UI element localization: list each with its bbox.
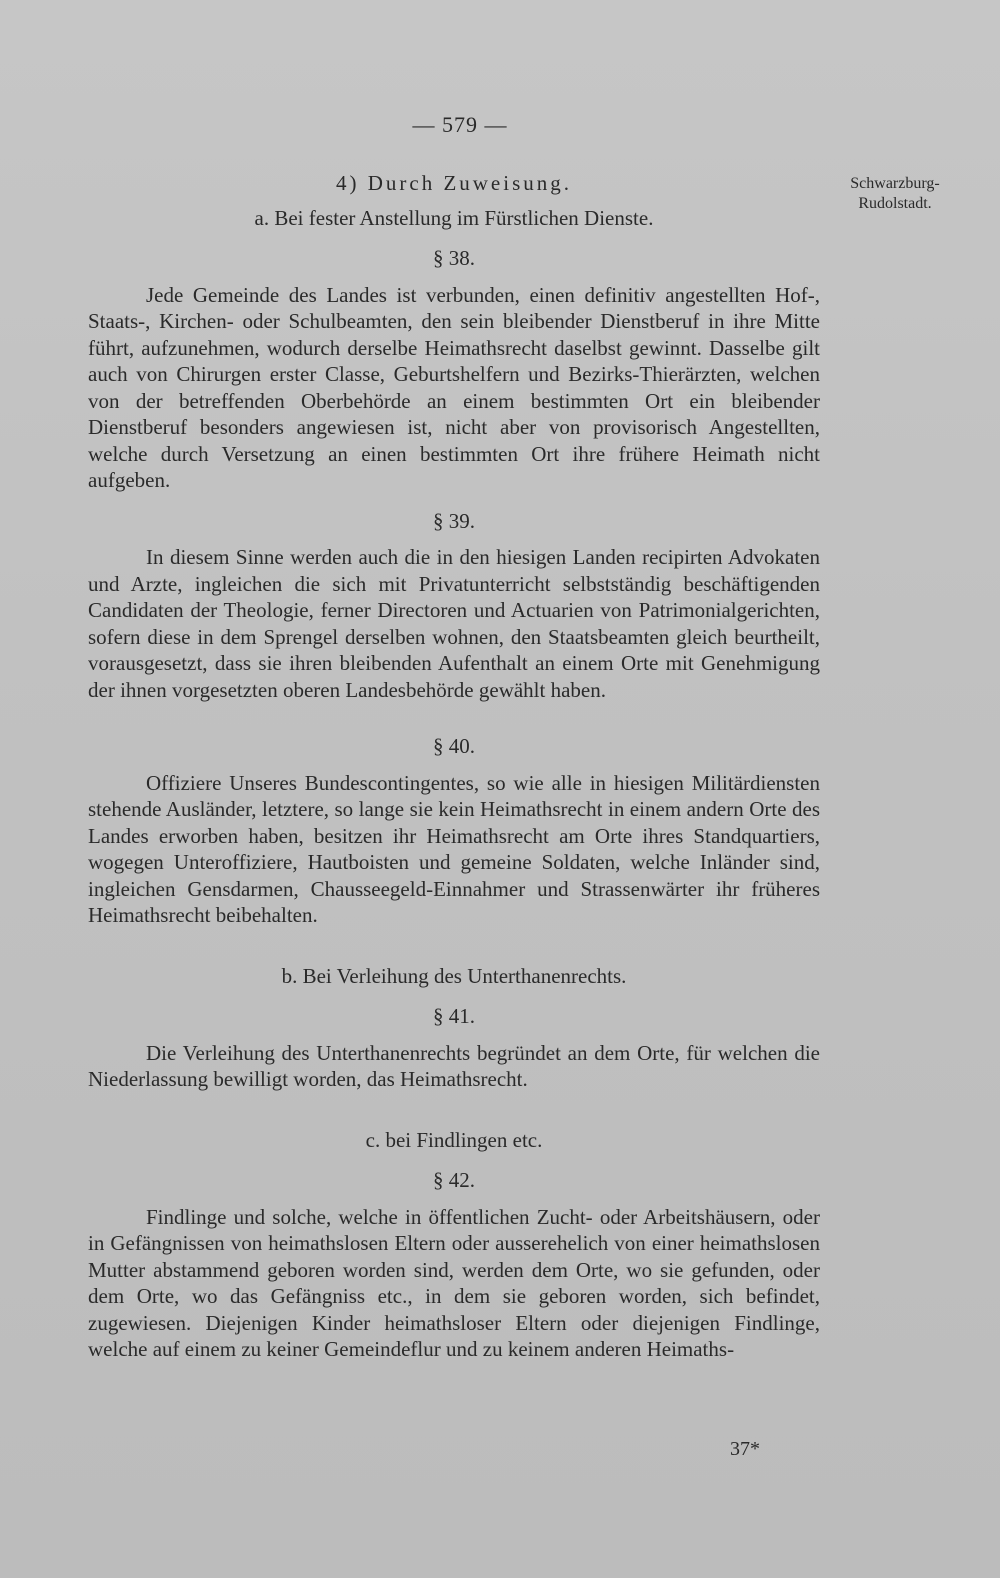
paragraph-41: Die Verleihung des Unterthanenrechts begründet an dem Orte, für welchen die Niederlassung bewilligt worden, das Heimathsrecht. [88, 1040, 820, 1091]
margin-note-line-1: Schwarzburg- [850, 175, 940, 192]
signature-mark: 37* [730, 1438, 760, 1460]
paragraph-42: Findlinge und solche, welche in öffentlichen Zucht- oder Arbeitshäusern, oder in Gefängnissen von heimathslosen Eltern oder ausserehelich von einer heimathslosen Mutter abstammend geboren worden sind, werden dem Orte, wo sie gefunden, oder dem Orte, wo das Gefängniss etc., in dem sie geboren worden, sich befindet, zugewiesen. Diejenigen Kinder heimathsloser Eltern oder diejenigen Findlinge, welche auf einem zu keiner Gemeindeflur und zu keinem anderen Heimaths- [88, 1204, 820, 1361]
paragraph-38: Jede Gemeinde des Landes ist verbunden, einen definitiv angestellten Hof-, Staats-, Kirchen- oder Schulbeamten, den sein bleibender Dienstberuf in ihre Mitte führt, aufzunehmen, wodurch derselbe Heimathsrecht daselbst gewinnt. Dasselbe gilt auch von Chirurgen erster Classe, Geburtshelfern und Bezirks-Thierärzten, welchen von der betreffenden Oberbehörde an einem bestimmten Ort ein bleibender Dienstberuf besonders angewiesen ist, nicht aber von provisorisch Angestellten, welche durch Versetzung an einen bestimmten Ort ihre frühere Heimath nicht aufgeben. [88, 282, 820, 492]
paragraph-mark-40: § 40. [433, 734, 475, 758]
page-number: — 579 — [412, 112, 508, 137]
subheading-c: c. bei Findlingen etc. [365, 1127, 543, 1152]
subheading-b: b. Bei Verleihung des Unterthanenrechts. [281, 963, 627, 988]
paragraph-mark-39: § 39. [433, 508, 475, 533]
margin-note [830, 174, 960, 214]
paragraph-39: In diesem Sinne werden auch die in den hiesigen Landen recipirten Advokaten und Arzte, ingleichen die sich mit Privatunterricht selbstständig beschäftigenden Candidaten der Theologie, ferner Directoren und Actuarien von Patrimonialgerichten, sofern diese in dem Sprengel derselben wohnen, den Staatsbeamten gleich beurtheilt, vorausgesetzt, dass sie ihren bleibenden Aufenthalt an einem Orte mit Genehmigung der ihnen vorgesetzten oberen Landesbehörde gewählt haben. [88, 545, 820, 702]
section-heading: 4) Durch Zuweisung. [335, 171, 573, 195]
paragraph-mark-42: § 42. [433, 1168, 475, 1192]
subheading-a: a. Bei fester Anstellung im Fürstlichen Dienste. [254, 205, 654, 230]
paragraph-40: Offiziere Unseres Bundescontingentes, so wie alle in hiesigen Militärdiensten stehende Ausländer, letztere, so lange sie kein Heimathsrecht in einem andern Orte des Landes erworben haben, besitzen ihr Heimathsrecht am Orte ihres Standquartiers, wogegen Unteroffiziere, Hautboisten und gemeine Soldaten, welche Inländer sind, ingleichen Gensdarmen, Chausseegeld-Einnahmer und Strassenwärter ihr früheres Heimathsrecht beibehalten. [88, 770, 820, 927]
paragraph-mark-38: § 38. [433, 246, 475, 270]
margin-note-line-2: Rudolstadt. [858, 195, 932, 212]
paragraph-mark-41: § 41. [433, 1004, 475, 1028]
page-body [88, 170, 820, 1363]
